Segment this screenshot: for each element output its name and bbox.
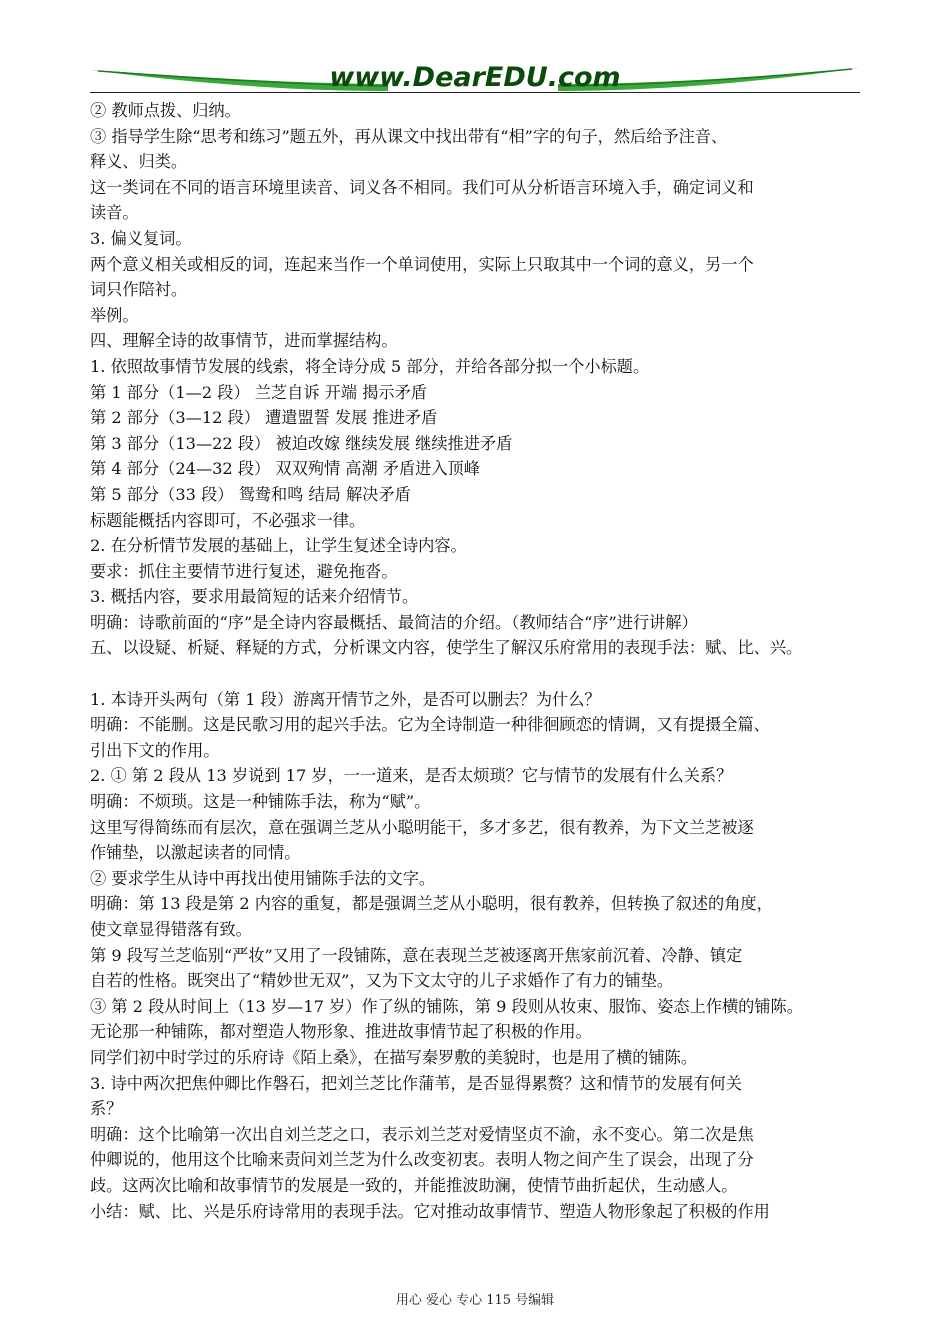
document-body (90, 98, 866, 1224)
text-line: 3. 偏义复词。 (90, 228, 192, 248)
header-rule (90, 92, 860, 93)
text-line: 第 2 部分（3—12 段） 遭遣盟誓 发展 推进矛盾 (90, 408, 438, 428)
text-line: 两个意义相关或相反的词，连起来当作一个单词使用，实际上只取其中一个词的意义，另一个 (90, 254, 754, 274)
text-line: 释义、归类。 (90, 152, 188, 172)
logo-text: www.DearEDU.com (329, 62, 621, 93)
text-line: ② 教师点拨、归纳。 (90, 101, 241, 120)
text-line: 小结：赋、比、兴是乐府诗常用的表现手法。它对推动故事情节、塑造人物形象起了积极的作用 (90, 1201, 770, 1221)
text-line: 第 3 部分（13—22 段） 被迫改嫁 继续发展 继续推进矛盾 (90, 433, 513, 453)
text-line: 四、理解全诗的故事情节，进而掌握结构。 (90, 331, 398, 351)
text-line: 要求：抓住主要情节进行复述，避免拖沓。 (90, 561, 398, 581)
text-line: 系？ (90, 1099, 123, 1119)
text-line: 读音。 (90, 203, 139, 223)
text-line: ③ 第 2 段从时间上（13 岁—17 岁）作了纵的铺陈，第 9 段则从妆束、服饰、姿态上作横的铺陈。 (90, 996, 803, 1016)
text-line: 自若的性格。既突出了“精妙世无双”，又为下文太守的儿子求婚作了有力的铺垫。 (90, 971, 674, 991)
page-footer: 用心 爱心 专心 115 号编辑 (395, 1293, 555, 1308)
text-line: 3. 诗中两次把焦仲卿比作磐石，把刘兰芝比作蒲苇，是否显得累赘？这和情节的发展有何关 (90, 1073, 742, 1093)
text-line: 词只作陪衬。 (90, 280, 188, 300)
text-line: 歧。这两次比喻和故事情节的发展是一致的，并能推波助澜，使情节曲折起伏，生动感人。 (90, 1175, 738, 1195)
text-line: 明确：第 13 段是第 2 内容的重复，都是强调兰芝从小聪明，很有教养，但转换了叙述的角度， (90, 894, 773, 914)
text-line: 使文章显得错落有致。 (90, 920, 252, 939)
text-line: 举例。 (90, 305, 139, 325)
text-line: 无论那一种铺陈，都对塑造人物形象、推进故事情节起了积极的作用。 (90, 1022, 592, 1042)
text-line: 2. 在分析情节发展的基础上，让学生复述全诗内容。 (90, 536, 467, 556)
text-line: 明确：不能删。这是民歌习用的起兴手法。它为全诗制造一种徘徊顾恋的情调，又有提摄全篇、 (90, 715, 770, 735)
text-line: 作铺垫，以激起读者的同情。 (90, 843, 301, 863)
text-line: 3. 概括内容，要求用最简短的话来介绍情节。 (90, 587, 419, 607)
text-line: 第 5 部分（33 段） 鸳鸯和鸣 结局 解决矛盾 (90, 484, 411, 504)
text-line: 第 4 部分（24—32 段） 双双殉情 高潮 矛盾进入顶峰 (90, 459, 480, 479)
text-line: 明确：这个比喻第一次出自刘兰芝之口，表示刘兰芝对爱情坚贞不渝，永不变心。第二次是焦 (90, 1124, 754, 1144)
text-line: 仲卿说的，他用这个比喻来责问刘兰芝为什么改变初衷。表明人物之间产生了误会，出现了分 (90, 1150, 754, 1170)
text-line: 引出下文的作用。 (90, 740, 220, 760)
text-line: 2. ① 第 2 段从 13 岁说到 17 岁，一一道来，是否太烦琐？它与情节的发展有什么关系？ (90, 766, 733, 786)
site-logo-banner (88, 58, 862, 100)
text-line: 同学们初中时学过的乐府诗《陌上桑》，在描写秦罗敷的美貌时，也是用了横的铺陈。 (90, 1047, 698, 1067)
blank-line (90, 661, 866, 687)
text-line: 这一类词在不同的语言环境里读音、词义各不相同。我们可从分析语言环境入手，确定词义和 (90, 177, 754, 197)
text-line: 1. 本诗开头两句（第 1 段）游离开情节之外，是否可以删去？为什么？ (90, 689, 601, 709)
text-line: 1. 依照故事情节发展的线索，将全诗分成 5 部分，并给各部分拟一个小标题。 (90, 356, 650, 376)
text-line: 明确：诗歌前面的“序”是全诗内容最概括、最简洁的介绍。（教师结合“序”进行讲解） (90, 612, 698, 632)
text-line: 五、以设疑、析疑、释疑的方式，分析课文内容，使学生了解汉乐府常用的表现手法：赋、比、兴。 (90, 638, 803, 658)
text-line: ③ 指导学生除“思考和练习”题五外，再从课文中找出带有“相”字的句子，然后给予注音、 (90, 126, 728, 146)
text-line: 这里写得简练而有层次，意在强调兰芝从小聪明能干，多才多艺，很有教养，为下文兰芝被逐 (90, 817, 754, 837)
text-line: 标题能概括内容即可，不必强求一律。 (90, 510, 366, 530)
text-line: 明确：不烦琐。这是一种铺陈手法，称为“赋”。 (90, 792, 431, 812)
text-line: 第 9 段写兰芝临别“严妆”又用了一段铺陈，意在表现兰芝被逐离开焦家前沉着、冷静、镇定 (90, 945, 743, 965)
text-line: 第 1 部分（1—2 段） 兰芝自诉 开端 揭示矛盾 (90, 382, 427, 402)
text-line: ② 要求学生从诗中再找出使用铺陈手法的文字。 (90, 868, 436, 888)
